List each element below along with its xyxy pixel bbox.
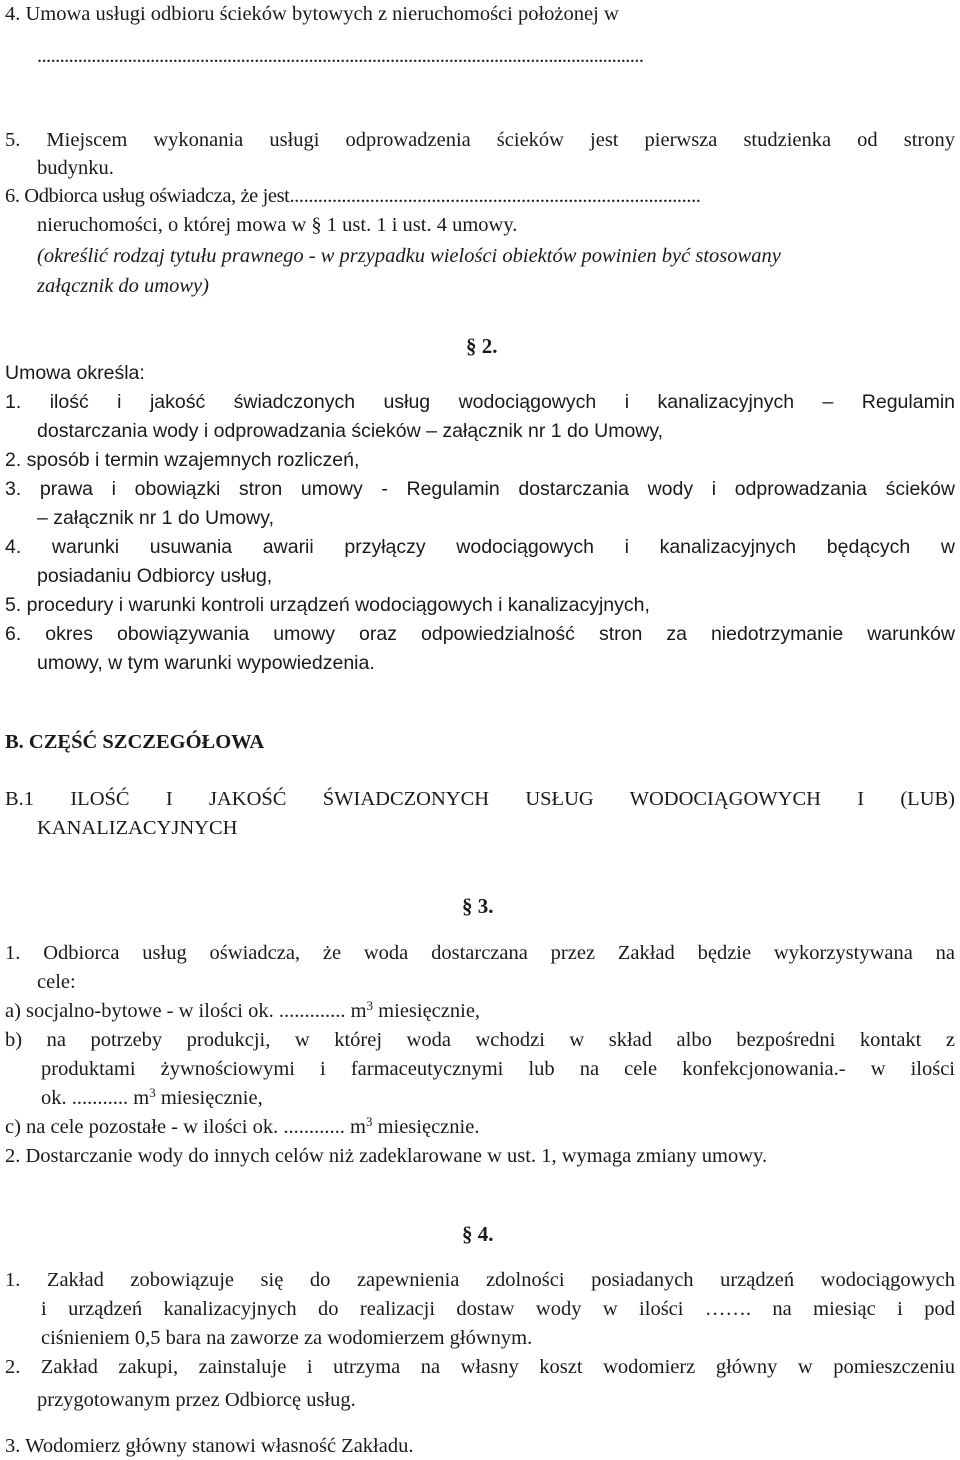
paragraph-6-note-line-1: (określić rodzaj tytułu prawnego - w przypadku wielości obiektów powinien być stosowany — [37, 245, 781, 267]
paragraph-5-line-2: budynku. — [37, 157, 114, 179]
section-4-para-1-line-1: 1. Zakład zobowiązuje się do zapewnienia zdolności posiadanych urządzeń wodociągowych — [5, 1269, 955, 1291]
section-4-para-2-line-1: 2. Zakład zakupi, zainstaluje i utrzyma na własny koszt wodomierz główny w pomieszczeniu — [5, 1356, 955, 1378]
section-2-item-1-line-1: 1. ilość i jakość świadczonych usług wodociągowych i kanalizacyjnych – Regulamin — [5, 391, 955, 413]
paragraph-5-line-1: 5. Miejscem wykonania usługi odprowadzenia ścieków jest pierwsza studzienka od strony — [5, 129, 955, 151]
section-4-heading: § 4. — [462, 1222, 494, 1246]
section-3-item-b-line-1: b) na potrzeby produkcji, w której woda wchodzi w skład albo bezpośredni kontakt z — [5, 1029, 955, 1051]
section-2-item-4-line-2: posiadaniu Odbiorcy usług, — [37, 565, 273, 587]
section-3-para-1-line-2: cele: — [37, 971, 76, 993]
section-4-para-2-line-2: przygotowanym przez Odbiorcę usług. — [37, 1389, 356, 1411]
paragraph-4-line-1: 4. Umowa usługi odbioru ścieków bytowych z nieruchomości położonej w — [5, 3, 619, 25]
section-3-item-b-line-3: ok. ........... $m^3$ miesięcznie, — [41, 1085, 263, 1109]
section-2-item-2: 2. sposób i termin wzajemnych rozliczeń, — [5, 449, 360, 471]
section-2-item-6-line-1: 6. okres obowiązywania umowy oraz odpowiedzialność stron za niedotrzymanie warunków — [5, 623, 955, 645]
part-b-heading: B. CZĘŚĆ SZCZEGÓŁOWA — [5, 731, 265, 753]
section-3-para-2: 2. Dostarczanie wody do innych celów niż zadeklarowane w ust. 1, wymaga zmiany umowy. — [5, 1145, 768, 1167]
paragraph-6-line-2: nieruchomości, o której mowa w § 1 ust. 1 i ust. 4 umowy. — [37, 214, 518, 236]
section-2-item-3-line-1: 3. prawa i obowiązki stron umowy - Regulamin dostarczania wody i odprowadzania ścieków — [5, 478, 955, 500]
section-3-para-1-line-1: 1. Odbiorca usług oświadcza, że woda dostarczana przez Zakład będzie wykorzystywana na — [5, 942, 955, 964]
section-2-item-4-line-1: 4. warunki usuwania awarii przyłączy wodociągowych i kanalizacyjnych będących w — [5, 536, 955, 558]
section-3-item-b-line-2: produktami żywnościowymi i farmaceutycznymi lub na cele konfekcjonowania.- w ilości — [41, 1058, 955, 1080]
superscript: 3 — [149, 1085, 156, 1100]
paragraph-6-note-line-2: załącznik do umowy) — [37, 275, 209, 297]
superscript: 3 — [366, 998, 374, 1013]
section-2-item-1-line-2: dostarczania wody i odprowadzania ścieków – załącznik nr 1 do Umowy, — [37, 420, 664, 442]
b1-heading-line-2: KANALIZACYJNYCH — [37, 817, 238, 839]
section-3-item-c: c) na cele pozostałe - w ilości ok. ............ $m^3$ miesięcznie. — [5, 1114, 480, 1138]
paragraph-4-dotted-line: ...................................................................................................................................... — [37, 45, 644, 67]
superscript: 3 — [365, 1114, 373, 1129]
section-4-para-1-line-2: i urządzeń kanalizacyjnych do realizacji dostaw wody w ilości ……. na miesiąc i pod — [41, 1298, 955, 1320]
section-2-item-6-line-2: umowy, w tym warunki wypowiedzenia. — [37, 652, 375, 674]
section-3-heading: § 3. — [462, 894, 494, 918]
section-2-item-3-line-2: – załącznik nr 1 do Umowy, — [37, 507, 274, 529]
section-2-item-5: 5. procedury i warunki kontroli urządzeń wodociągowych i kanalizacyjnych, — [5, 594, 650, 616]
b1-heading-line-1: B.1 ILOŚĆ I JAKOŚĆ ŚWIADCZONYCH USŁUG WODOCIĄGOWYCH I (LUB) — [5, 788, 955, 810]
section-2-intro: Umowa określa: — [5, 362, 145, 384]
section-2-heading: § 2. — [466, 334, 498, 358]
paragraph-6-line-1: 6. Odbiorca usług oświadcza, że jest....................................................................................... — [5, 185, 701, 207]
section-4-para-3: 3. Wodomierz główny stanowi własność Zakładu. — [5, 1435, 414, 1457]
section-4-para-1-line-3: ciśnieniem 0,5 bara na zaworze za wodomierzem głównym. — [41, 1327, 533, 1349]
section-3-item-a: a) socjalno-bytowe - w ilości ok. ............. $m^3$ miesięcznie, — [5, 998, 481, 1022]
